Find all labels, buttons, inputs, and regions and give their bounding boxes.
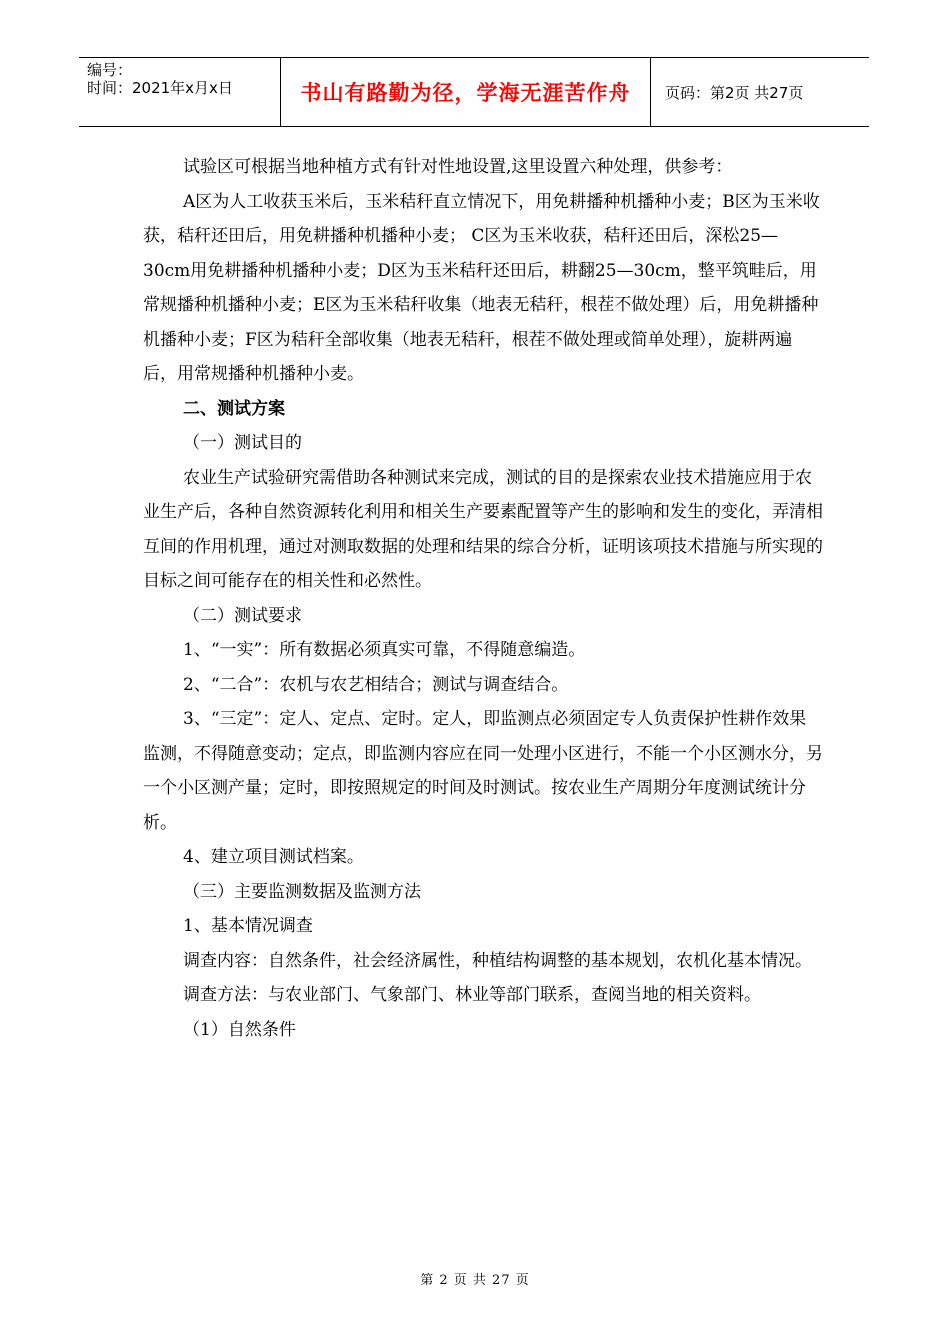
section-heading-test-plan: 二、测试方案 — [183, 398, 285, 419]
header-motto: 书山有路勤为径，学海无涯苦作舟 — [300, 81, 631, 105]
document-number-label: 编号： — [87, 61, 133, 79]
header-meta — [79, 58, 281, 126]
header-page-info: 页码：第2页 共27页 — [665, 83, 804, 102]
item-natural-conditions: （1）自然条件 — [183, 1019, 296, 1040]
document-body — [143, 150, 823, 1047]
paragraph-treatments: A区为人工收获玉米后，玉米秸秆直立情况下，用免耕播种机播种小麦；B区为玉米收获，秸秆还田后，用免耕播种机播种小麦； C区为玉米收获，秸秆还田后，深松25—30cm用免耕播种机播种小麦；D区为玉米秸秆还田后，耕翻25—30cm，整平筑畦后，用常规播种机播种小麦；E区为玉米秸秆收集（地表无秸秆，根茬不做处理）后，用免耕播种机播种小麦；F区为秸秆全部收集（地表无秸秆，根茬不做处理或简单处理），旋耕两遍后，用常规播种机播种小麦。 — [143, 191, 820, 384]
document-time-label: 时间：2021年x月x日 — [87, 79, 233, 97]
paragraph-survey-method: 调查方法：与农业部门、气象部门、林业等部门联系，查阅当地的相关资料。 — [183, 985, 761, 1005]
requirement-item-4: 4、建立项目测试档案。 — [183, 847, 364, 867]
paragraph-test-purpose: 农业生产试验研究需借助各种测试来完成，测试的目的是探索农业技术措施应用于农业生产后，各种自然资源转化利用和相关生产要素配置等产生的影响和发生的变化，弄清相互间的作用机理，通过对测取数据的处理和结果的综合分析，证明该项技术措施与所实现的目标之间可能存在的相关性和必然性。 — [143, 467, 823, 591]
subheading-monitoring-data: （三）主要监测数据及监测方法 — [183, 881, 421, 902]
paragraph-intro: 试验区可根据当地种植方式有针对性地设置,这里设置六种处理，供参考： — [183, 157, 733, 177]
subheading-test-purpose: （一）测试目的 — [183, 433, 302, 453]
paragraph-survey-content: 调查内容：自然条件，社会经济属性，种植结构调整的基本规划，农机化基本情况。 — [183, 950, 812, 971]
page-footer: 第 2 页 共 27 页 — [420, 1273, 530, 1288]
page-header — [79, 57, 869, 127]
subheading-test-requirements: （二）测试要求 — [183, 605, 302, 626]
header-motto-cell — [281, 58, 651, 126]
requirement-item-1: 1、“一实”：所有数据必须真实可靠，不得随意编造。 — [183, 640, 586, 660]
requirement-item-2: 2、“二合”：农机与农艺相结合；测试与调查结合。 — [183, 674, 569, 695]
requirement-item-3: 3、“三定”：定人、定点、定时。定人，即监测点必须固定专人负责保护性耕作效果监测，不得随意变动；定点，即监测内容应在同一处理小区进行，不能一个小区测水分，另一个小区测产量；定时，即按照规定的时间及时测试。按农业生产周期分年度测试统计分析。 — [143, 709, 823, 833]
item-basic-survey: 1、基本情况调查 — [183, 916, 313, 936]
